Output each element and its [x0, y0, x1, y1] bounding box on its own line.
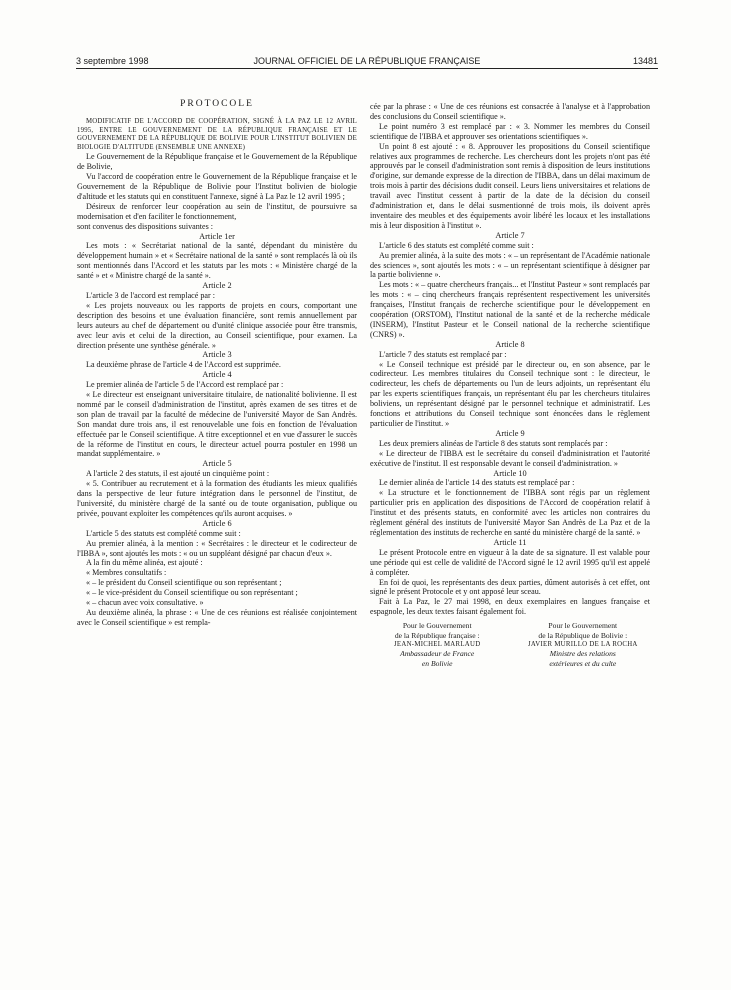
signature-line: Pour le Gouvernement [548, 621, 618, 631]
signature-line: de la République de Bolivie : [538, 630, 628, 640]
article-paragraph: Les deux premiers alinéas de l'article 8 des statuts sont remplacés par : [379, 438, 608, 448]
signature-france [370, 621, 504, 668]
article-paragraph: Le dernier alinéa de l'article 14 des statuts est remplacé par : [379, 478, 575, 488]
signatory-name: JEAN-MICHEL MARLAUD [393, 640, 481, 648]
article-heading: Article 2 [202, 281, 232, 291]
article-heading: Article 7 [495, 230, 525, 240]
header-date: 3 septembre 1998 [76, 56, 149, 66]
header-page-number: 13481 [632, 56, 658, 66]
article-paragraph: « – le président du Conseil scientifique ou son représentant ; [86, 578, 282, 588]
signature-bolivia [516, 621, 650, 668]
article-paragraph: « 5. Contribuer au recrutement et à la formation des étudiants les mieux qualifiés dans la perspective de leur future intégration dans le personnel de l'institut, de l'université, du ministère chargé de la santé ou de toute organisation, publique ou privée, pouvant exploiter les compétences qu'ils auront acquises. » [77, 479, 357, 518]
article-paragraph: Au premier alinéa, à la suite des mots : « – un représentant de l'Académie nationale des sciences », sont ajoutés les mots : « – un représentant scientifique à désigner par la partie bolivienne ». [370, 250, 650, 280]
article-heading: Article 9 [495, 428, 525, 438]
article-paragraph: « Le directeur est enseignant universitaire titulaire, de nationalité bolivienne. Il est nommé par le conseil d'administration de l'institut, après examen de ses titres et de son plan de travail par la faculté de médecine de l'université Mayor de San Andrès. Son mandat dure trois ans, il est renouvelable une fois en fonction de l'évaluation effectuée par le Conseil scientifique. A titre exceptionnel et en vue d'assurer le succès de la réforme de l'institut en cours, le directeur actuel pourra postuler en 1998 un mandat supplémentaire. » [77, 390, 357, 459]
article-paragraph: Les mots : « – quatre chercheurs français... et l'Institut Pasteur » sont remplacés par les mots : « – cinq chercheurs français représentent respectivement les universités françaises, l'Institut français de recherche scientifique pour le développement en coopération (ORSTOM), l'Institut national de la santé et de la recherche médicale (INSERM), l'Institut Pasteur et le Conseil national de la recherche scientifique (CNRS) ». [370, 280, 650, 339]
article-paragraph: « Le Conseil technique est présidé par le directeur ou, en son absence, par le codirecteur. Les membres titulaires du Conseil technique sont : le directeur, le codirecteur, les chefs de départements ou l'un de leurs adjoints, un représentant élu par les experts scientifiques français, un représentant élu par les chercheurs titulaires boliviens, un représentant désigné par le personnel technique et administratif. Les fonctions et attributions du Conseil technique sont énoncées dans le règlement particulier de l'institut. » [370, 359, 650, 428]
article-paragraph: Le point numéro 3 est remplacé par : « 3. Nommer les membres du Conseil scientifique de l'IBBA et approuver ses orientations scientifiques ». [370, 121, 650, 141]
article-paragraph: « La structure et le fonctionnement de l'IBBA sont régis par un règlement particulier pris en application des dispositions de l'Accord de coopération relatif à l'institut et des présents statuts, en conformité avec les articles non contraires du règlement général des instituts de l'université Mayor San Andrès de La Paz et de la réglementation des instituts de recherche en santé du ministère chargé de la santé. » [370, 488, 650, 537]
article-paragraph: « – le vice-président du Conseil scientifique ou son représentant ; [86, 588, 298, 598]
article-paragraph: « Membres consultatifs : [86, 568, 167, 578]
article-paragraph: « – chacun avec voix consultative. » [86, 598, 204, 608]
article-paragraph: Les mots : « Secrétariat national de la santé, dépendant du ministère du développement humain » et « Secrétaire national de la santé » sont remplacés là où ils sont mentionnés dans l'Accord et les statuts par les mots : « Ministère chargé de la santé » et « Ministre chargé de la santé ». [77, 241, 357, 281]
article-paragraph: Un point 8 est ajouté : « 8. Approuver les propositions du Conseil scientifique relatives aux programmes de recherche. Les chercheurs dont les projets n'ont pas été approuvés par le conseil d'administration sont remis à disposition de leurs institutions d'origine, sur demande expresse de la direction de l'IBBA, dans un délai maximum de trois mois à partir des décisions dudit conseil. Leurs liens universitaires et relations de travail avec l'institut cessent à partir de la date de la décision du conseil d'administration et, dans le délai susmentionné de trois mois, ils doivent après inventaire des meubles et des équipements avoir libéré les locaux et les installations mis à leur disposition à l'institut ». [370, 141, 650, 230]
signatory-role: Ambassadeur de France [400, 649, 475, 659]
header-rule [76, 68, 658, 69]
preamble-paragraph: sont convenus des dispositions suivantes : [77, 221, 214, 231]
article-paragraph: cée par la phrase : « Une de ces réunions est consacrée à l'analyse et à l'approbation des conclusions du Conseil scientifique ». [370, 102, 650, 121]
article-paragraph: Au premier alinéa, à la mention : « Secrétaires : le directeur et le codirecteur de l'IBBA », sont ajoutés les mots : « ou un suppléant désigné par chacun d'eux ». [77, 538, 357, 558]
right-column [370, 102, 650, 668]
signature-block [370, 621, 650, 668]
article-heading: Article 6 [202, 518, 232, 528]
preamble-paragraph: Désireux de renforcer leur coopération au sein de l'institut, de poursuivre sa modernisation et d'en faciliter le fonctionnement, [77, 201, 357, 221]
article-heading: Article 5 [202, 459, 232, 469]
preamble-paragraph: Le Gouvernement de la République française et le Gouvernement de la République de Bolivie, [77, 152, 357, 172]
article-heading: Article 8 [495, 339, 525, 349]
article-paragraph: L'article 6 des statuts est complété comme suit : [379, 240, 534, 250]
article-heading: Article 1er [199, 231, 235, 241]
article-paragraph: L'article 3 de l'accord est remplacé par : [86, 290, 215, 300]
signature-line: de la République française : [394, 630, 480, 640]
signatory-name: JAVIER MURILLO DE LA ROCHA [527, 640, 638, 648]
left-column [77, 100, 357, 628]
article-paragraph: L'article 5 des statuts est complété comme suit : [86, 528, 241, 538]
article-paragraph: Le premier alinéa de l'article 5 de l'Accord est remplacé par : [86, 380, 284, 390]
signature-line: Pour le Gouvernement [402, 621, 472, 631]
article-paragraph: A l'article 2 des statuts, il est ajouté un cinquième point : [86, 469, 270, 479]
signatory-role: Ministre des relations [549, 649, 616, 659]
article-heading: Article 10 [493, 468, 527, 478]
article-paragraph: Fait à La Paz, le 27 mai 1998, en deux exemplaires en langues française et espagnole, les deux textes faisant également foi. [370, 597, 650, 617]
signatory-role: en Bolivie [421, 658, 453, 668]
article-heading: Article 3 [202, 350, 232, 360]
header-journal-title: JOURNAL OFFICIEL DE LA RÉPUBLIQUE FRANÇAISE [253, 56, 481, 66]
article-paragraph: En foi de quoi, les représentants des deux parties, dûment autorisés à cet effet, ont signé le présent Protocole et y ont apposé leur sceau. [370, 577, 650, 597]
article-paragraph: Au deuxième alinéa, la phrase : « Une de ces réunions est réalisée conjointement avec le Conseil scientifique » est rempla- [77, 607, 357, 627]
article-heading: Article 4 [202, 370, 232, 380]
protocol-title: PROTOCOLE [180, 99, 254, 109]
preamble-paragraph: Vu l'accord de coopération entre le Gouvernement de la République française et le Gouvernement de la République de Bolivie pour l'Institut bolivien de biologie d'altitude et les statuts qui en constituent l'annexe, signé à La Paz le 12 avril 1995 ; [77, 172, 357, 201]
article-paragraph: Le présent Protocole entre en vigueur à la date de sa signature. Il est valable pour une période qui est celle de validité de l'Accord signé le 12 avril 1995 qu'il est appelé à compléter. [370, 547, 650, 577]
article-paragraph: « Les projets nouveaux ou les rapports de projets en cours, comportant une description des besoins et une évaluation financière, sont remis annuellement par leurs auteurs au chef de département ou d'unité clinique associée pour être transmis, avec leur avis et celui de la direction, au Conseil scientifique, pour examen. La direction présente une synthèse générale. » [77, 300, 357, 350]
article-heading: Article 11 [493, 537, 527, 547]
article-paragraph: « Le directeur de l'IBBA est le secrétaire du conseil d'administration et l'autorité exécutive de l'institut. Il est responsable devant le conseil d'administration. » [370, 448, 650, 468]
signatory-role: extérieures et du culte [549, 658, 617, 668]
article-paragraph: L'article 7 des statuts est remplacé par : [379, 349, 507, 359]
article-paragraph: A la fin du même alinéa, est ajouté : [86, 558, 203, 568]
article-paragraph: La deuxième phrase de l'article 4 de l'Accord est supprimée. [86, 360, 281, 370]
protocol-subtitle: MODIFICATIF DE L'ACCORD DE COOPÉRATION, SIGNÉ À LA PAZ LE 12 AVRIL 1995, ENTRE LE GOUVERNEMENT DE LA RÉPUBLIQUE FRANÇAISE ET LE GOUVERNEMENT DE LA RÉPUBLIQUE DE BOLIVIE POUR L'INSTITUT BOLIVIEN DE BIOLOGIE D'ALTITUDE (ENSEMBLE UNE ANNEXE) [77, 117, 357, 151]
